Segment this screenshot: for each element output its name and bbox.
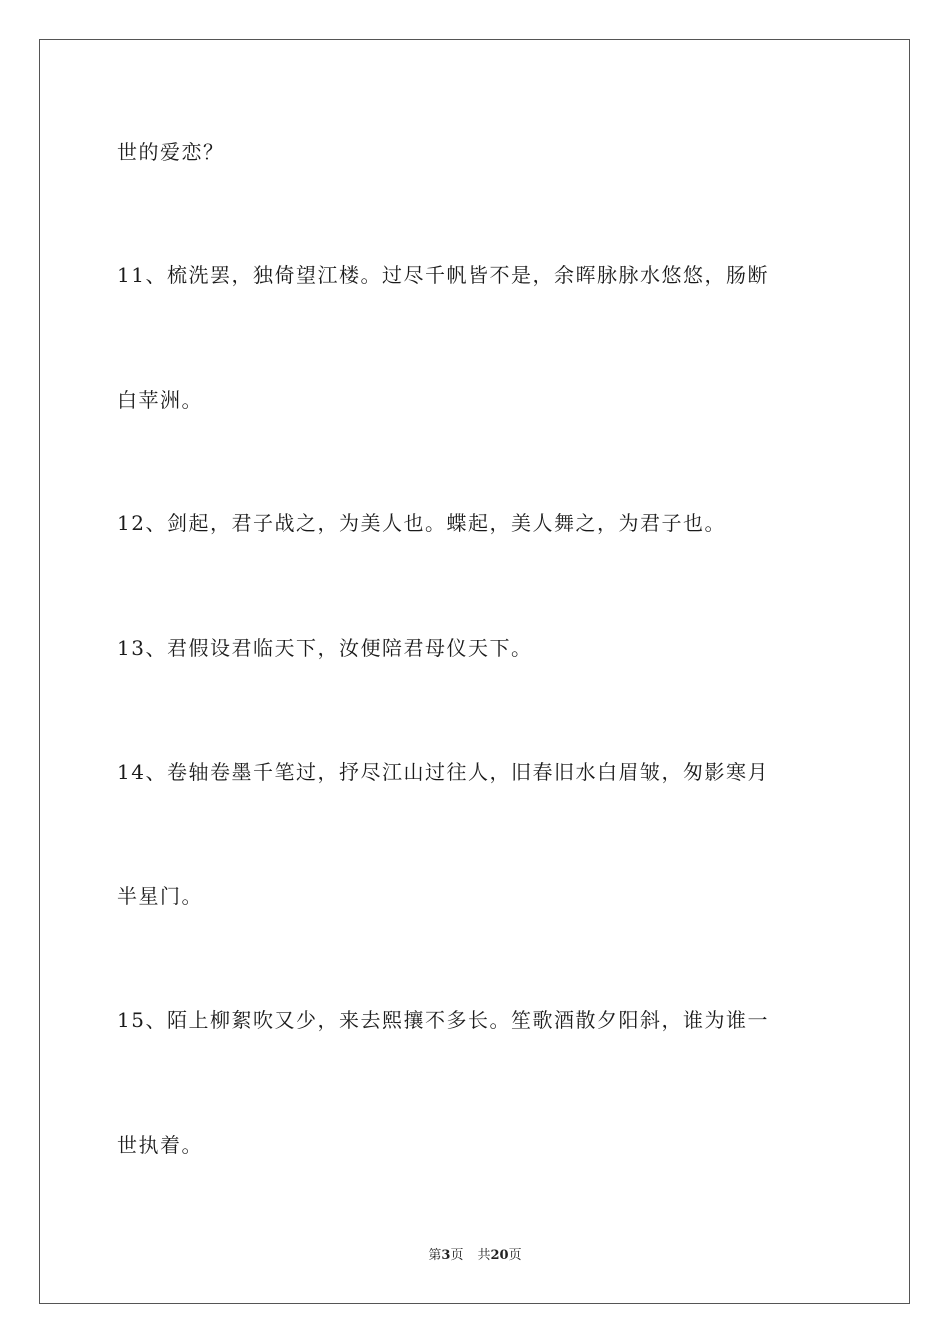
text-line-2: 11、梳洗罢，独倚望江楼。过尽千帆皆不是，余晖脉脉水悠悠，肠断 [117, 263, 769, 287]
total-pages: 20 [490, 1248, 509, 1263]
total-prefix: 共 [477, 1248, 491, 1263]
text-line-4: 12、剑起，君子战之，为美人也。蝶起，美人舞之，为君子也。 [117, 511, 726, 535]
text-line-9: 世执着。 [117, 1133, 203, 1157]
page-prefix: 第 [428, 1248, 442, 1263]
page-border [39, 39, 910, 1304]
text-line-8: 15、陌上柳絮吹又少，来去熙攘不多长。笙歌酒散夕阳斜，谁为谁一 [117, 1008, 769, 1032]
text-line-1: 世的爱恋？ [117, 140, 225, 164]
text-line-3: 白苹洲。 [117, 388, 203, 412]
page-suffix: 页 [450, 1248, 464, 1263]
page-footer [0, 1248, 950, 1264]
text-line-6: 14、卷轴卷墨千笔过，抒尽江山过往人，旧春旧水白眉皱，匆影寒月 [117, 760, 769, 784]
text-line-5: 13、君假设君临天下，汝便陪君母仪天下。 [117, 636, 533, 660]
text-line-7: 半星门。 [117, 884, 203, 908]
total-suffix: 页 [508, 1248, 522, 1263]
page-number: 3 [441, 1248, 451, 1263]
